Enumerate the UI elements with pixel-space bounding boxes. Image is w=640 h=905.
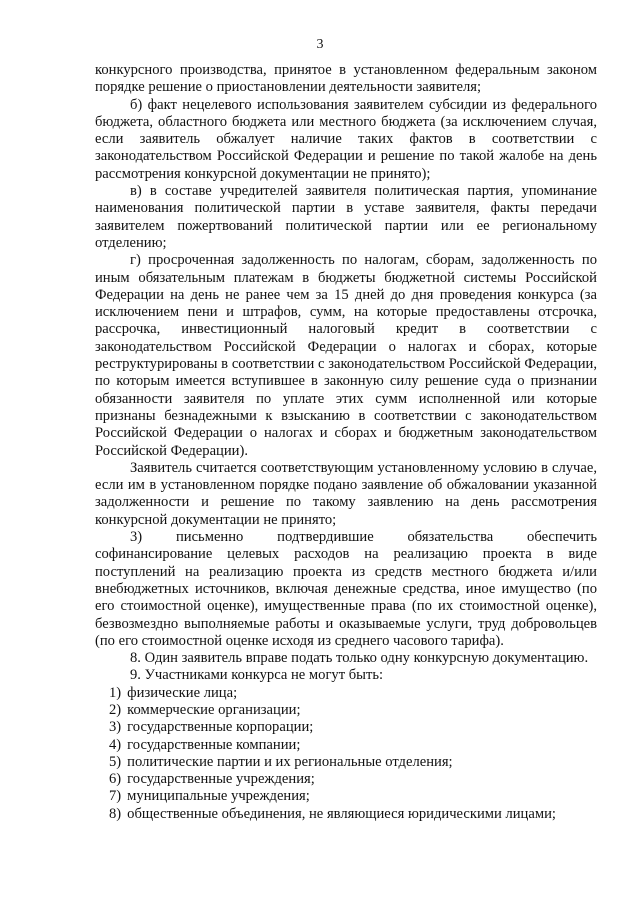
list-item-text: государственные учреждения; — [127, 771, 315, 788]
list-item-number: 7) — [109, 788, 122, 805]
list-item — [95, 702, 597, 719]
list-item-text: политические партии и их региональные отделения; — [127, 753, 453, 770]
list-item-text: физические лица; — [127, 684, 238, 701]
list-item-number: 8) — [109, 805, 122, 822]
paragraph-item-3: 3) письменно подтвердившие обязательства обеспечить софинансирование целевых расходов на реализацию проекта в виде поступлений на реализацию проекта из средств местного бюджета и/или внебюджетных источников, включая денежные средства, иное имущество (по его стоимостной оценке), имущественные права (по их стоимостной оценке), безвозмездно выполняемые работы и оказываемые услуги, труд добровольцев (по его стоимостной оценке исходя из среднего часового тарифа). — [95, 529, 597, 649]
list-item — [95, 737, 597, 754]
document-body — [95, 62, 597, 823]
paragraph-item-g: г) просроченная задолженность по налогам, сборам, задолженность по иным обязательным платежам в бюджеты бюджетной системы Российской Федерации на день не ранее чем за 15 дней до дня проведения конкурса (за исключением пени и штрафов, сумм, на которые предоставлены отсрочка, рассрочка, инвестиционный налоговый кредит в соответствии с законодательством Российской Федерации о налогах и сборах, которые реструктурированы в соответствии с законодательством Российской Федерации, по которым имеется вступившее в законную силу решение суда о признании обязанности заявителя по уплате этих сумм исполненной или которые признаны безнадежными к взысканию в соответствии с законодательством Российской Федерации о налогах и сборах и бюджетным законодательством Российской Федерации). — [95, 252, 597, 459]
paragraph-section-9: 9. Участниками конкурса не могут быть: — [130, 667, 384, 684]
list-item — [95, 685, 597, 702]
list-item-text: коммерческие организации; — [127, 701, 301, 718]
list-item-number: 6) — [109, 771, 122, 788]
list-item — [95, 719, 597, 736]
excluded-participants-list — [95, 685, 597, 823]
paragraph-item-b: б) факт нецелевого использования заявителем субсидии из федерального бюджета, областного бюджета или местного бюджета (за исключением случая, если заявитель обжалует наличие таких фактов в соответствии с законодательством Российской Федерации и решение по такой жалобе на день рассмотрения конкурсной документации не принято); — [95, 96, 597, 182]
list-item — [95, 806, 597, 823]
list-item — [95, 788, 597, 805]
list-item-number: 5) — [109, 753, 122, 770]
list-item-text: муниципальные учреждения; — [127, 788, 310, 805]
list-item-number: 1) — [109, 684, 122, 701]
list-item — [95, 754, 597, 771]
list-item — [95, 771, 597, 788]
list-item-text: государственные корпорации; — [127, 719, 314, 736]
list-item-number: 3) — [109, 719, 122, 736]
page-number: 3 — [316, 37, 324, 52]
list-item-text: государственные компании; — [127, 736, 301, 753]
list-item-text: общественные объединения, не являющиеся юридическими лицами; — [127, 805, 556, 822]
list-item-number: 2) — [109, 701, 122, 718]
paragraph-applicant-condition: Заявитель считается соответствующим установленному условию в случае, если им в установленном порядке подано заявление об обжаловании указанной задолженности и решение по такому заявлению на день рассмотрения конкурсной документации не принято; — [95, 459, 597, 528]
paragraph-item-v: в) в составе учредителей заявителя политическая партия, упоминание наименования политической партии в уставе заявителя, факты передачи заявителем пожертвований политической партии или ее региональному отделению; — [95, 183, 597, 251]
list-item-number: 4) — [109, 736, 122, 753]
paragraph-continuation: конкурсного производства, принятое в установленном федеральным законом порядке решение о приостановлении деятельности заявителя; — [95, 62, 597, 96]
paragraph-section-8: 8. Один заявитель вправе подать только одну конкурсную документацию. — [130, 650, 589, 667]
